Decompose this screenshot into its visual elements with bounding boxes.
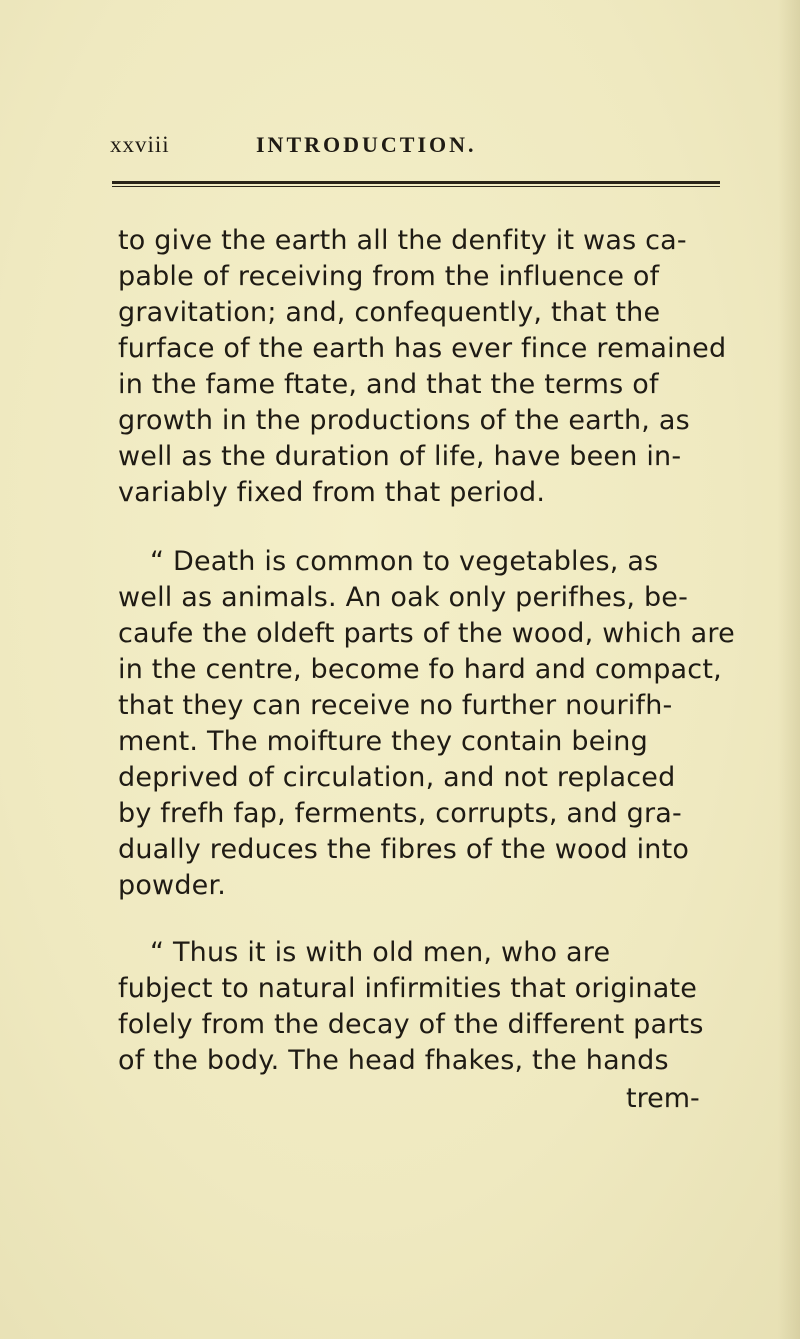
text-line: dually reduces the fibres of the wood into [118, 834, 690, 865]
running-head: INTRODUCTION. [256, 132, 477, 157]
text-line: that they can receive no further nourifh- [118, 690, 673, 721]
text-line: pable of receiving from the influence of [118, 261, 660, 292]
text-line: deprived of circulation, and not replaced [118, 762, 676, 793]
text-line: gravitation; and, confequently, that the [118, 297, 661, 328]
text-line: variably fixed from that period. [118, 477, 546, 508]
text-line: caufe the oldeft parts of the wood, which are [118, 618, 735, 649]
text-line: “ Thus it is with old men, who are [150, 937, 611, 968]
page-header [110, 132, 710, 162]
text-line: in the fame ftate, and that the terms of [118, 369, 659, 400]
text-line: by frefh fap, ferments, corrupts, and gra- [118, 798, 682, 829]
text-line: of the body. The head fhakes, the hands [118, 1045, 669, 1076]
text-line: well as animals. An oak only perifhes, be- [118, 582, 689, 613]
page-number: xxviii [110, 132, 170, 157]
text-line: fubject to natural infirmities that originate [118, 973, 698, 1004]
text-line: well as the duration of life, have been in- [118, 441, 682, 472]
text-line: powder. [118, 870, 227, 901]
text-line: folely from the decay of the different parts [118, 1009, 704, 1040]
catchword: trem- [626, 1083, 700, 1114]
page-edge-shadow [778, 0, 800, 1339]
text-line: furface of the earth has ever fince remained [118, 333, 727, 364]
text-line: ment. The moifture they contain being [118, 726, 648, 757]
header-rule-thin [112, 186, 720, 187]
text-line: “ Death is common to vegetables, as [150, 546, 659, 577]
header-rule-thick [112, 181, 720, 184]
text-line: growth in the productions of the earth, as [118, 405, 690, 436]
text-line: in the centre, become fo hard and compact, [118, 654, 722, 685]
text-line: to give the earth all the denfity it was ca- [118, 225, 687, 256]
